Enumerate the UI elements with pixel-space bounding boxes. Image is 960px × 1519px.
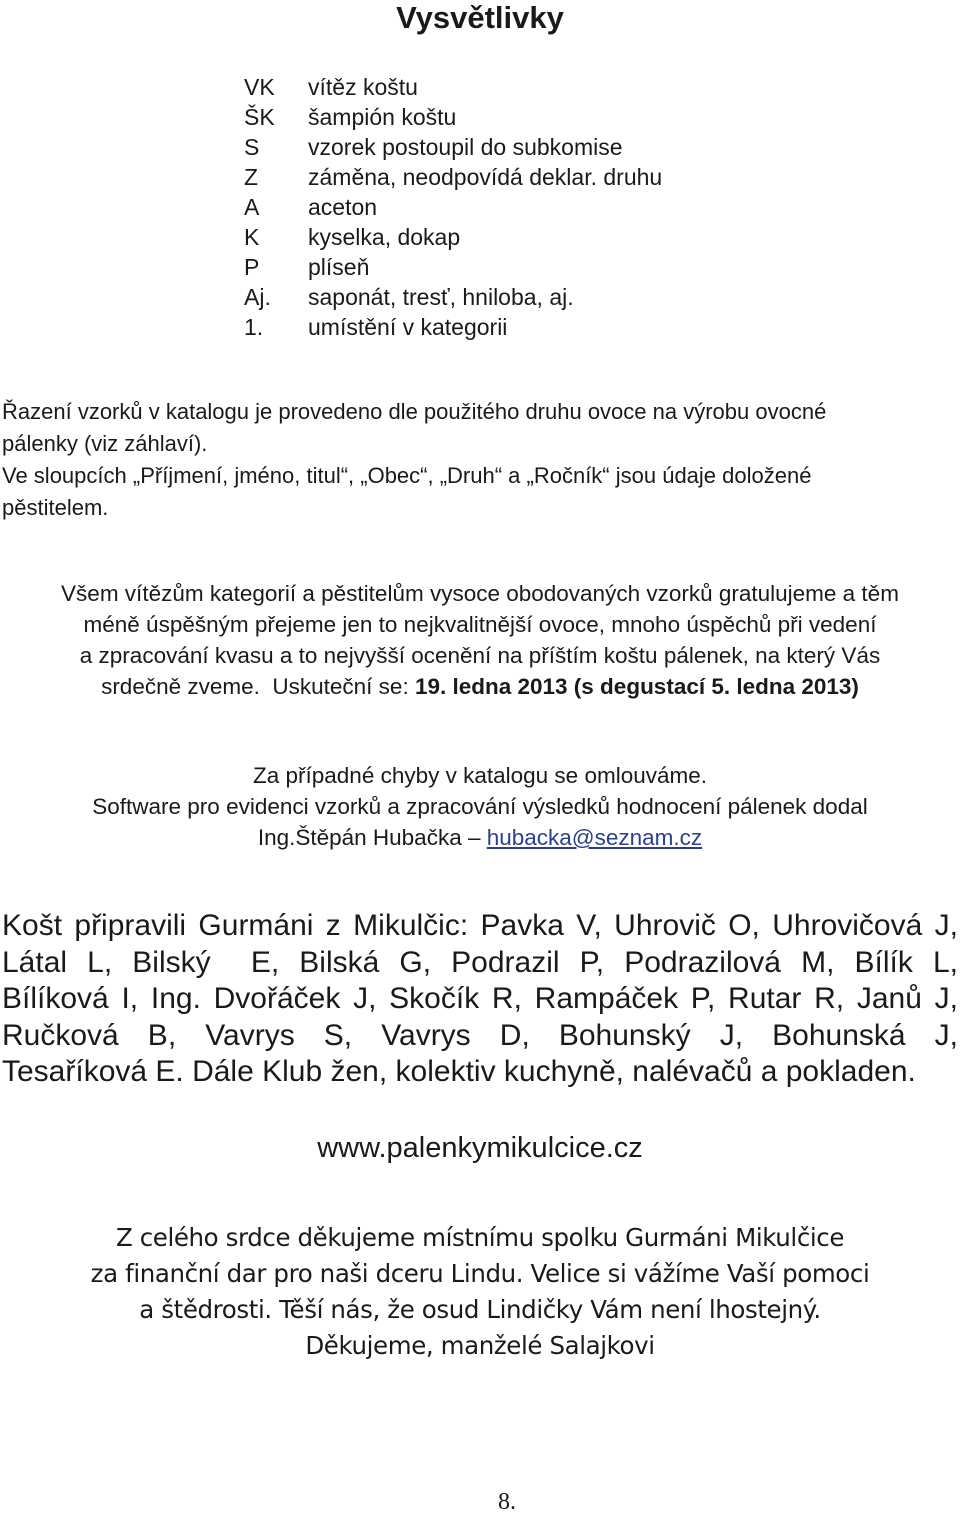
legend-code: VK — [244, 74, 275, 100]
apology-line: Za případné chyby v katalogu se omlouváme. — [253, 763, 707, 788]
congrats-line — [0, 671, 960, 702]
legend-description: vzorek postoupil do subkomise — [308, 134, 623, 160]
congrats-line: méně úspěšným přejeme jen to nejkvalitnější ovoce, mnoho úspěchů při vedení — [83, 612, 877, 637]
apology-paragraph — [0, 760, 960, 853]
congratulations-paragraph — [0, 578, 960, 702]
legend-code: A — [244, 194, 260, 220]
credits-line: Ručková B, Vavrys S, Vavrys D, Bohunský J, Bohunská J, — [2, 1018, 958, 1052]
legend-description: vítěz koštu — [308, 74, 418, 100]
ordering-note-line: Řazení vzorků v katalogu je provedeno dle použitého druhu ovoce na výrobu ovocné — [2, 399, 827, 424]
legend-description: umístění v kategorii — [308, 314, 508, 340]
email-link[interactable]: hubacka@seznam.cz — [486, 825, 703, 850]
legend-code: P — [244, 254, 260, 280]
congrats-line: Všem vítězům kategorií a pěstitelům vysoce obodovaných vzorků gratulujeme a těm — [61, 581, 899, 606]
legend-code: 1. — [244, 314, 264, 340]
legend-description: aceton — [308, 194, 378, 220]
legend-code: K — [244, 224, 260, 250]
ordering-note-line: pálenky (viz záhlaví). — [2, 431, 208, 456]
event-date: 19. ledna 2013 (s degustací 5. ledna 2013) — [414, 674, 859, 699]
credits-line: Tesaříková E. Dále Klub žen, kolektiv kuchyně, nalévačů a pokladen. — [2, 1055, 916, 1088]
legend-code: Aj. — [244, 284, 271, 310]
legend-code: S — [244, 134, 260, 160]
page-number: 8. — [498, 1489, 516, 1515]
apology-line — [0, 822, 960, 853]
credits-line: Bílíková I, Ing. Dvořáček J, Skočík R, Rampáček P, Rutar R, Janů J, — [2, 982, 958, 1015]
ordering-note-line: Ve sloupcích „Příjmení, jméno, titul“, „Obec“, „Druh“ a „Ročník“ jsou údaje doložené — [2, 463, 812, 488]
ordering-note — [2, 396, 958, 524]
legend-description: plíseň — [308, 254, 370, 280]
legend-description: saponát, tresť, hniloba, aj. — [308, 284, 574, 310]
ordering-note-line: pěstitelem. — [2, 495, 109, 520]
invitation-text: srdečně zveme. Uskuteční se: — [101, 674, 415, 699]
legend-code: ŠK — [244, 104, 275, 130]
thanks-line: a štědrosti. Těší nás, že osud Lindičky Vám není lhostejný. — [139, 1295, 821, 1324]
legend-code: Z — [244, 164, 259, 190]
page-title: Vysvětlivky — [396, 0, 564, 35]
apology-line: Software pro evidenci vzorků a zpracování výsledků hodnocení pálenek dodal — [92, 794, 868, 819]
credits-paragraph — [2, 908, 958, 1091]
thanks-line: Děkujeme, manželé Salajkovi — [305, 1331, 655, 1360]
thanks-paragraph — [0, 1220, 960, 1364]
credits-line: Košt připravili Gurmáni z Mikulčic: Pavka V, Uhrovič O, Uhrovičová J, — [2, 909, 958, 942]
legend-description: kyselka, dokap — [308, 224, 461, 250]
legend-description: záměna, neodpovídá deklar. druhu — [308, 164, 663, 190]
thanks-line: za finanční dar pro naši dceru Lindu. Velice si vážíme Vaší pomoci — [90, 1259, 870, 1288]
website-url[interactable]: www.palenkymikulcice.cz — [317, 1132, 643, 1164]
legend-description: šampión koštu — [308, 104, 457, 130]
author-name: Ing.Štěpán Hubačka – — [257, 825, 487, 850]
thanks-line: Z celého srdce děkujeme místnímu spolku Gurmáni Mikulčice — [115, 1223, 845, 1252]
credits-line: Látal L, Bilský E, Bilská G, Podrazil P, Podrazilová M, Bílík L, — [2, 945, 958, 979]
congrats-line: a zpracování kvasu a to nejvyšší ocenění na příštím koštu pálenek, na který Vás — [79, 643, 881, 668]
